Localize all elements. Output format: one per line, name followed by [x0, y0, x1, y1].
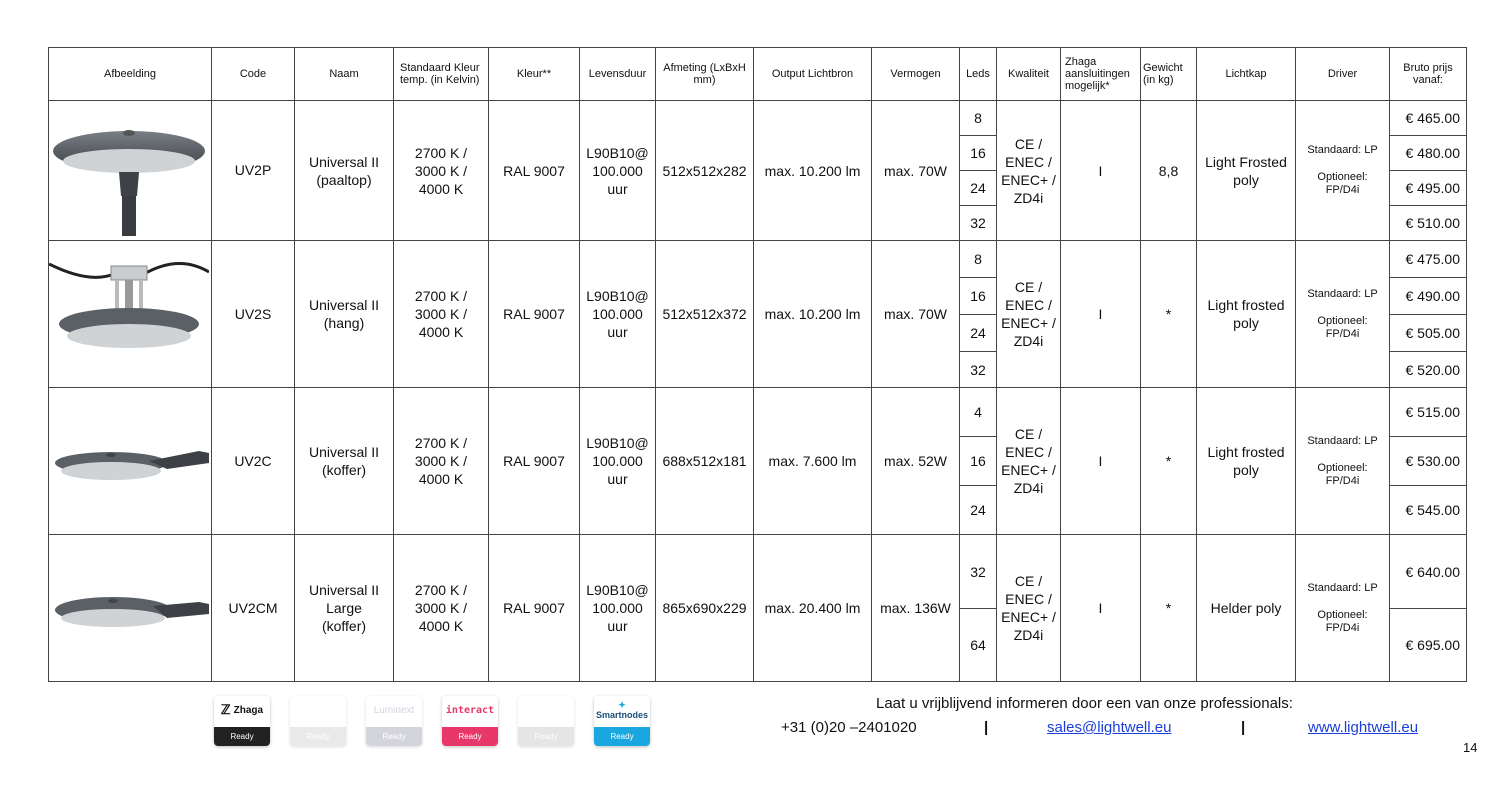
led-count: 8: [960, 241, 997, 278]
product-kwaliteit: CE / ENEC / ENEC+ / ZD4i: [997, 535, 1061, 682]
header-driver: Driver: [1296, 48, 1390, 101]
product-naam: Universal II (koffer): [295, 388, 394, 535]
product-naam: Universal II Large (koffer): [295, 535, 394, 682]
led-count: 32: [960, 535, 997, 609]
table-row: [49, 535, 1467, 609]
product-code: UV2CM: [212, 535, 295, 682]
product-code: UV2P: [212, 101, 295, 241]
luminaire-side-entry-icon: [49, 411, 209, 511]
product-afmeting: 865x690x229: [656, 535, 754, 682]
product-afmeting: 512x512x372: [656, 241, 754, 388]
table-row: [49, 388, 1467, 437]
header-naam: Naam: [295, 48, 394, 101]
blurred-ready-logo: Ready: [290, 696, 346, 746]
product-driver: [1296, 388, 1390, 535]
product-zhaga: I: [1061, 241, 1141, 388]
led-count: 32: [960, 352, 997, 388]
led-count: 24: [960, 315, 997, 352]
luminaire-large-side-entry-icon: [49, 558, 209, 658]
product-kwaliteit: CE / ENEC / ENEC+ / ZD4i: [997, 241, 1061, 388]
driver-standard: Standaard: LP: [1307, 434, 1378, 447]
price: € 515.00: [1390, 388, 1467, 437]
product-lichtkap: Light frosted poly: [1197, 241, 1296, 388]
product-gewicht: *: [1141, 388, 1197, 535]
product-image: [49, 388, 212, 535]
product-kleur: RAL 9007: [489, 101, 580, 241]
header-afbeelding: Afbeelding: [49, 48, 212, 101]
price: € 475.00: [1390, 241, 1467, 278]
product-output: max. 7.600 lm: [754, 388, 872, 535]
product-vermogen: max. 70W: [872, 101, 960, 241]
header-gewicht: Gewicht (in kg): [1141, 48, 1197, 101]
phone-number: +31 (0)20 –2401020: [781, 719, 917, 736]
blurred-ready-logo-2: Ready: [518, 696, 574, 746]
header-kwaliteit: Kwaliteit: [997, 48, 1061, 101]
header-prijs: Bruto prijs vanaf:: [1390, 48, 1467, 101]
product-kwaliteit: CE / ENEC / ENEC+ / ZD4i: [997, 101, 1061, 241]
luminaire-post-top-icon: [49, 106, 209, 236]
smartnodes-icon: ✦: [618, 700, 626, 710]
product-kleurtemp: 2700 K / 3000 K / 4000 K: [394, 388, 489, 535]
product-gewicht: *: [1141, 241, 1197, 388]
product-driver: [1296, 241, 1390, 388]
header-leds: Leds: [960, 48, 997, 101]
header-levensduur: Levensduur: [580, 48, 656, 101]
price: € 530.00: [1390, 437, 1467, 486]
price: € 510.00: [1390, 206, 1467, 241]
product-zhaga: I: [1061, 535, 1141, 682]
product-output: max. 20.400 lm: [754, 535, 872, 682]
product-kleurtemp: 2700 K / 3000 K / 4000 K: [394, 535, 489, 682]
email-link-wrap: [1047, 719, 1171, 736]
driver-optional: Optioneel: FP/D4i: [1317, 314, 1368, 340]
product-lichtkap: Light frosted poly: [1197, 388, 1296, 535]
product-image: [49, 535, 212, 682]
footer-cta: Laat u vrijblijvend informeren door een van onze professionals:: [876, 695, 1293, 712]
luminaire-suspended-icon: [49, 244, 209, 384]
product-code: UV2S: [212, 241, 295, 388]
product-zhaga: I: [1061, 101, 1141, 241]
price: € 520.00: [1390, 352, 1467, 388]
product-kleur: RAL 9007: [489, 388, 580, 535]
interact-ready-logo: interact Ready: [442, 696, 498, 746]
product-levensduur: L90B10@ 100.000 uur: [580, 101, 656, 241]
price: € 545.00: [1390, 486, 1467, 535]
website-link-wrap: [1308, 719, 1418, 736]
led-count: 24: [960, 171, 997, 206]
website-link[interactable]: www.lightwell.eu: [1308, 719, 1419, 736]
product-zhaga: I: [1061, 388, 1141, 535]
driver-optional: Optioneel: FP/D4i: [1317, 608, 1368, 634]
header-kleur: Kleur**: [489, 48, 580, 101]
product-code: UV2C: [212, 388, 295, 535]
price: € 465.00: [1390, 101, 1467, 136]
product-image: [49, 241, 212, 388]
driver-optional: Optioneel: FP/D4i: [1317, 171, 1368, 196]
header-code: Code: [212, 48, 295, 101]
price: € 480.00: [1390, 136, 1467, 171]
product-levensduur: L90B10@ 100.000 uur: [580, 535, 656, 682]
product-kleur: RAL 9007: [489, 241, 580, 388]
driver-standard: Standaard: LP: [1307, 581, 1378, 594]
product-vermogen: max. 52W: [872, 388, 960, 535]
product-output: max. 10.200 lm: [754, 101, 872, 241]
product-kleur: RAL 9007: [489, 535, 580, 682]
price-table: [48, 47, 1467, 682]
product-kleurtemp: 2700 K / 3000 K / 4000 K: [394, 101, 489, 241]
table-row: [49, 101, 1467, 136]
price: € 490.00: [1390, 278, 1467, 315]
header-zhaga: Zhaga aansluitingen mogelijk*: [1061, 48, 1141, 101]
product-gewicht: *: [1141, 535, 1197, 682]
product-kleurtemp: 2700 K / 3000 K / 4000 K: [394, 241, 489, 388]
page-number: 14: [1463, 740, 1478, 755]
product-driver: [1296, 535, 1390, 682]
led-count: 24: [960, 486, 997, 535]
header-vermogen: Vermogen: [872, 48, 960, 101]
led-count: 16: [960, 437, 997, 486]
smartnodes-ready-logo: ✦ Smartnodes Ready: [594, 696, 650, 746]
product-afmeting: 688x512x181: [656, 388, 754, 535]
driver-optional: Optioneel: FP/D4i: [1317, 461, 1368, 487]
product-lichtkap: Helder poly: [1197, 535, 1296, 682]
product-image: [49, 101, 212, 241]
product-naam: Universal II (paaltop): [295, 101, 394, 241]
product-gewicht: 8,8: [1141, 101, 1197, 241]
price: € 505.00: [1390, 315, 1467, 352]
led-count: 16: [960, 136, 997, 171]
price: € 495.00: [1390, 171, 1467, 206]
product-driver: [1296, 101, 1390, 241]
product-lichtkap: Light Frosted poly: [1197, 101, 1296, 241]
price: € 640.00: [1390, 535, 1467, 609]
product-levensduur: L90B10@ 100.000 uur: [580, 388, 656, 535]
header-output: Output Lichtbron: [754, 48, 872, 101]
led-count: 32: [960, 206, 997, 241]
email-link[interactable]: sales@lightwell.eu: [1047, 719, 1172, 736]
product-levensduur: L90B10@ 100.000 uur: [580, 241, 656, 388]
header-afmeting: Afmeting (LxBxH mm): [656, 48, 754, 101]
zhaga-ready-logo: ℤ Zhaga Ready: [214, 696, 270, 746]
table-row: [49, 241, 1467, 278]
separator: |: [1241, 719, 1246, 736]
product-kwaliteit: CE / ENEC / ENEC+ / ZD4i: [997, 388, 1061, 535]
header-kleurtemp: Standaard Kleur temp. (in Kelvin): [394, 48, 489, 101]
luminext-ready-logo: Luminext Ready: [366, 696, 422, 746]
driver-standard: Standaard: LP: [1307, 287, 1378, 300]
led-count: 64: [960, 609, 997, 682]
product-naam: Universal II (hang): [295, 241, 394, 388]
product-vermogen: max. 136W: [872, 535, 960, 682]
header-lichtkap: Lichtkap: [1197, 48, 1296, 101]
zhaga-logo-text: ℤ Zhaga: [220, 702, 264, 717]
separator: |: [984, 719, 989, 736]
led-count: 8: [960, 101, 997, 136]
product-vermogen: max. 70W: [872, 241, 960, 388]
driver-standard: Standaard: LP: [1307, 144, 1378, 156]
price: € 695.00: [1390, 609, 1467, 682]
led-count: 4: [960, 388, 997, 437]
product-output: max. 10.200 lm: [754, 241, 872, 388]
header-row: [49, 48, 1467, 101]
led-count: 16: [960, 278, 997, 315]
product-afmeting: 512x512x282: [656, 101, 754, 241]
